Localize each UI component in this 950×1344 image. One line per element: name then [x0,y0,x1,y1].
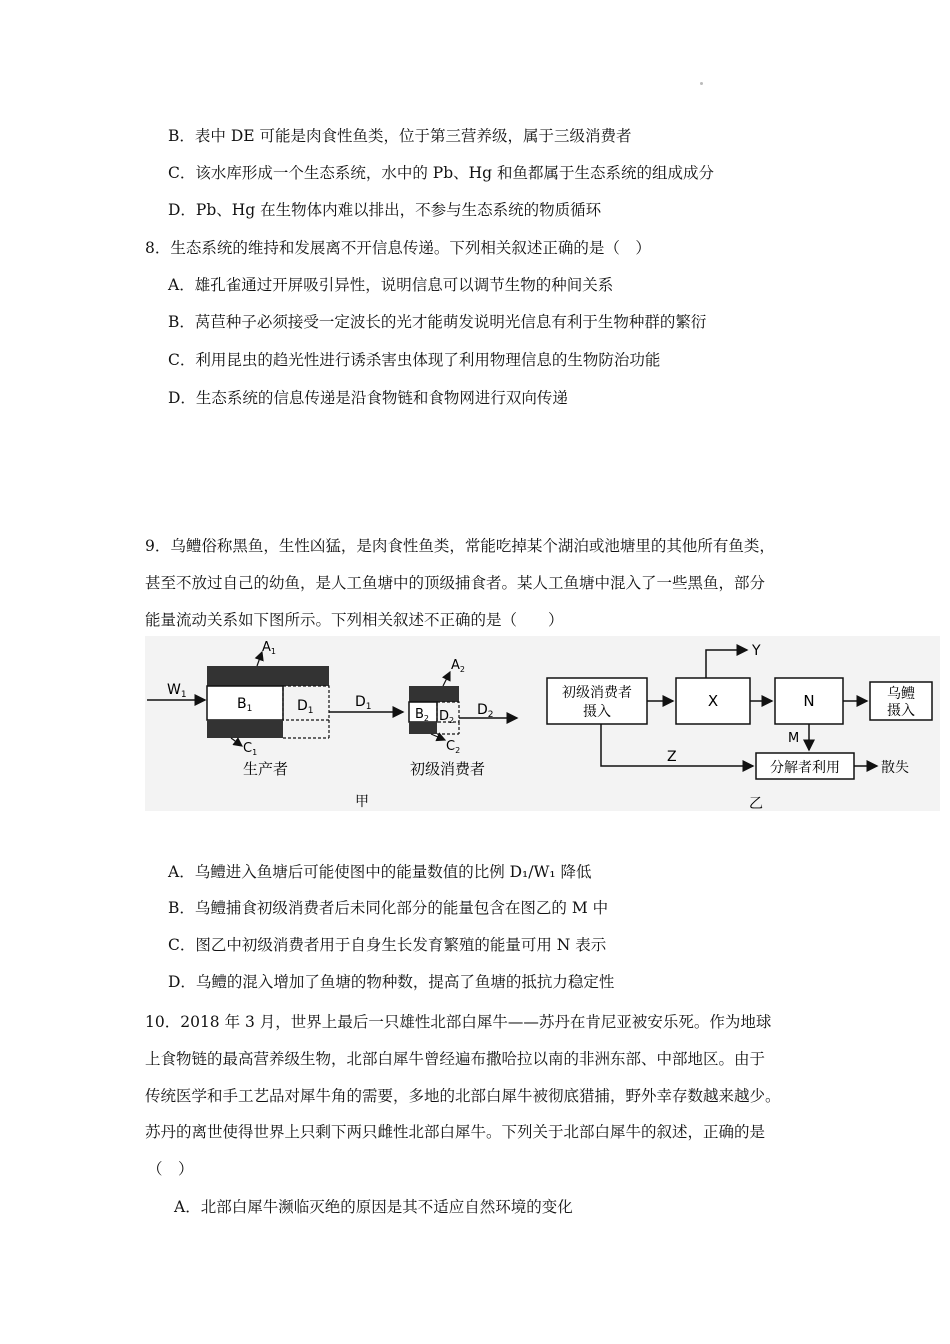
q7-option-b: B．表中 DE 可能是肉食性鱼类，位于第三营养级，属于三级消费者 [168,127,632,145]
intake-line1: 初级消费者 [562,685,632,701]
q9-option-c: C．图乙中初级消费者用于自身生长发育繁殖的能量可用 N 表示 [168,936,607,954]
label-x: X [707,692,719,710]
fish-line2: 摄入 [887,703,915,719]
label-a2: $A_2$ [451,658,465,674]
label-d1: $D_1$ [297,698,314,716]
label-c1: $C_1$ [243,741,258,757]
q7-option-c: C．该水库形成一个生态系统，水中的 Pb、Hg 和鱼都属于生态系统的组成成分 [168,164,715,182]
label-a1: $A_1$ [262,640,276,656]
label-primary-consumer: 初级消费者 [410,760,486,778]
intake-line2: 摄入 [583,704,611,720]
fish-line1: 乌鳢 [887,686,915,702]
label-y: Y [752,643,761,659]
producer-c1-bar [207,720,283,738]
scan-dot [700,82,703,85]
caption-yi: 乙 [749,796,763,812]
q10-stem-line3: 传统医学和手工艺品对犀牛角的需要，多地的北部白犀牛被彻底猎捕，野外幸存数越来越少。 [145,1087,781,1105]
q9-energy-flow-figure [145,636,940,816]
q9-stem-line1: 9．乌鳢俗称黑鱼，生性凶猛，是肉食性鱼类，常能吃掉某个湖泊或池塘里的其他所有鱼类， [145,537,775,555]
label-loss: 散失 [881,760,909,776]
label-z: Z [667,749,677,765]
q10-option-a: A．北部白犀牛濒临灭绝的原因是其不适应自然环境的变化 [174,1198,573,1216]
q9-option-a: A．乌鳢进入鱼塘后可能使图中的能量数值的比例 D₁/W₁ 降低 [168,863,592,881]
consumer-a2-bar [409,686,459,702]
label-d2-arrow: $D_2$ [477,702,494,720]
q10-stem-line5: （ ） [147,1160,194,1178]
label-d2: $D_2$ [439,709,455,725]
q9-option-b: B．乌鳢捕食初级消费者后未同化部分的能量包含在图乙的 M 中 [168,899,609,917]
q9-stem-line3: 能量流动关系如下图所示。下列相关叙述不正确的是（ ） [145,611,564,629]
q8-option-d: D．生态系统的信息传递是沿食物链和食物网进行双向传递 [168,389,568,407]
label-w1: $W_1$ [167,682,187,700]
q10-stem-line4: 苏丹的离世使得世界上只剩下两只雌性北部白犀牛。下列关于北部白犀牛的叙述，正确的是 [145,1123,766,1141]
label-c2: $C_2$ [446,739,461,755]
q9-stem-line2: 甚至不放过自己的幼鱼，是人工鱼塘中的顶级捕食者。某人工鱼塘中混入了一些黑鱼，部分 [145,574,766,592]
q8-option-a: A．雄孔雀通过开屏吸引异性，说明信息可以调节生物的种间关系 [168,276,614,294]
q10-stem-line1: 10．2018 年 3 月，世界上最后一只雄性北部白犀牛——苏丹在肯尼亚被安乐死。作为地球 [145,1013,772,1031]
label-decomposer: 分解者利用 [770,760,840,776]
q8-stem: 8．生态系统的维持和发展离不开信息传递。下列相关叙述正确的是（ ） [145,239,651,257]
q8-option-b: B．莴苣种子必须接受一定波长的光才能萌发说明光信息有利于生物种群的繁衍 [168,313,707,331]
q10-stem-line2: 上食物链的最高营养级生物，北部白犀牛曾经遍布撒哈拉以南的非洲东部、中部地区。由于 [145,1050,766,1068]
producer-a1-bar [207,666,329,686]
q9-option-d: D．乌鳢的混入增加了鱼塘的物种数，提高了鱼塘的抵抗力稳定性 [168,973,615,991]
label-b1: $B_1$ [237,696,253,714]
label-d1-arrow: $D_1$ [355,694,372,712]
q8-option-c: C．利用昆虫的趋光性进行诱杀害虫体现了利用物理信息的生物防治功能 [168,351,661,369]
label-producer: 生产者 [243,760,289,778]
label-b2: $B_2$ [415,707,430,723]
consumer-c2-bar [409,722,437,734]
label-n: N [803,692,815,710]
caption-jia: 甲 [355,794,369,810]
q7-option-d: D．Pb、Hg 在生物体内难以排出，不参与生态系统的物质循环 [168,201,602,219]
label-m: M [788,731,800,746]
